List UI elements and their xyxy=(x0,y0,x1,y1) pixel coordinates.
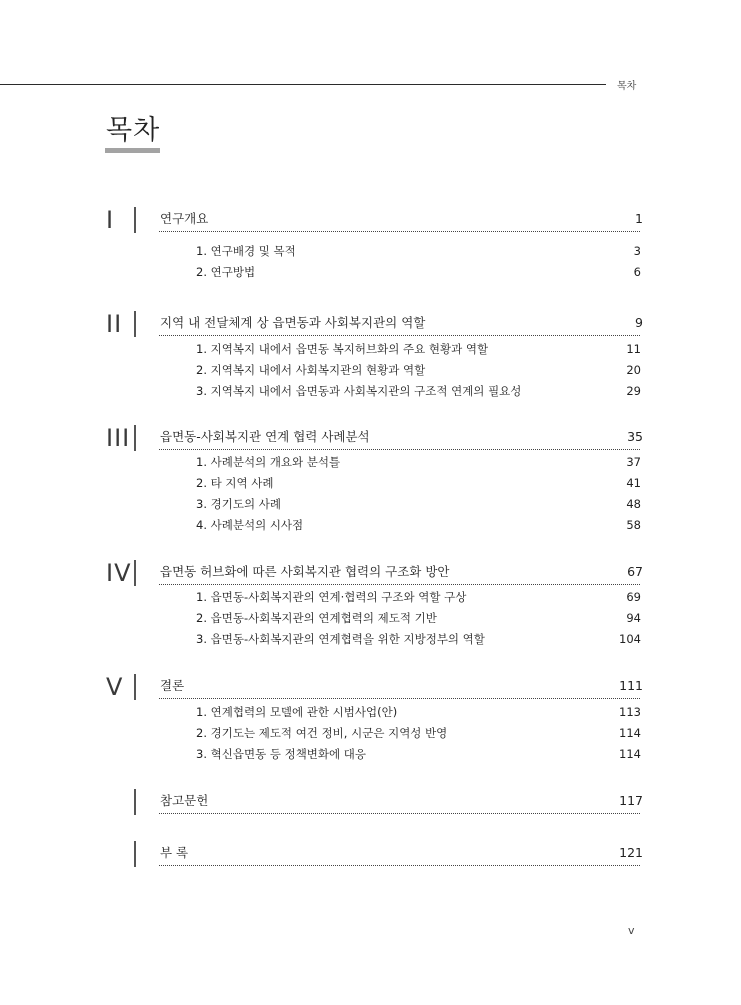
entry-page-number: 20 xyxy=(626,363,641,377)
section-page-number: 111 xyxy=(619,678,643,693)
entry-page-number: 11 xyxy=(626,342,641,356)
entry-label: 1. 연구배경 및 목적 xyxy=(196,244,296,258)
section-divider-bar xyxy=(134,207,136,233)
toc-entry[interactable] xyxy=(196,383,641,399)
toc-entry[interactable] xyxy=(196,631,641,647)
entry-label: 2. 경기도는 제도적 여건 정비, 시군은 지역성 반영 xyxy=(196,726,448,740)
entry-page-number: 48 xyxy=(626,497,641,511)
section-title-link[interactable]: 읍면동-사회복지관 연계 협력 사례분석 xyxy=(160,429,370,444)
page-folio: v xyxy=(628,924,635,937)
dotted-leader xyxy=(159,698,640,699)
header-rule xyxy=(0,84,606,85)
section-divider-bar xyxy=(134,311,136,337)
section-page-number: 67 xyxy=(627,564,643,579)
toc-entry[interactable] xyxy=(196,610,641,626)
entry-label: 3. 읍면동-사회복지관의 연계협력을 위한 지방정부의 역할 xyxy=(196,632,485,646)
running-header: 목차 xyxy=(617,81,637,92)
title-underline-bar xyxy=(105,148,160,153)
toc-entry[interactable] xyxy=(196,454,641,470)
entry-page-number: 113 xyxy=(619,705,641,719)
toc-entry[interactable] xyxy=(196,264,641,280)
section-divider-bar xyxy=(134,560,136,586)
page-title: 목차 xyxy=(106,115,161,146)
entry-label: 3. 경기도의 사례 xyxy=(196,497,281,511)
section-numeral: IV xyxy=(106,559,132,587)
section-numeral: II xyxy=(106,310,123,338)
entry-label: 2. 타 지역 사례 xyxy=(196,476,274,490)
section-title-link[interactable]: 지역 내 전달체계 상 읍면동과 사회복지관의 역할 xyxy=(160,315,426,330)
section-divider-bar xyxy=(134,789,136,815)
entry-label: 3. 혁신읍면동 등 정책변화에 대응 xyxy=(196,747,367,761)
entry-label: 2. 읍면동-사회복지관의 연계협력의 제도적 기반 xyxy=(196,611,437,625)
section-page-number: 121 xyxy=(619,845,643,860)
section-divider-bar xyxy=(134,841,136,867)
toc-entry[interactable] xyxy=(196,243,641,259)
toc-entry[interactable] xyxy=(196,704,641,720)
entry-page-number: 29 xyxy=(626,384,641,398)
entry-label: 3. 지역복지 내에서 읍면동과 사회복지관의 구조적 연계의 필요성 xyxy=(196,384,522,398)
section-title-link[interactable]: 결론 xyxy=(160,678,185,693)
toc-entry[interactable] xyxy=(196,496,641,512)
entry-page-number: 69 xyxy=(626,590,641,604)
dotted-leader xyxy=(159,584,640,585)
section-title-link[interactable]: 참고문헌 xyxy=(160,793,209,808)
section-numeral: III xyxy=(106,424,131,452)
dotted-leader xyxy=(159,231,640,232)
entry-label: 1. 사례분석의 개요와 분석틀 xyxy=(196,455,341,469)
entry-page-number: 58 xyxy=(626,518,641,532)
entry-page-number: 3 xyxy=(633,244,641,258)
section-title-link[interactable]: 연구개요 xyxy=(160,211,209,226)
entry-page-number: 104 xyxy=(619,632,641,646)
dotted-leader xyxy=(159,335,640,336)
entry-page-number: 41 xyxy=(626,476,641,490)
entry-page-number: 37 xyxy=(626,455,641,469)
section-divider-bar xyxy=(134,425,136,451)
toc-entry[interactable] xyxy=(196,746,641,762)
section-divider-bar xyxy=(134,674,136,700)
section-page-number: 35 xyxy=(627,429,643,444)
dotted-leader xyxy=(159,449,640,450)
toc-entry[interactable] xyxy=(196,362,641,378)
toc-entry[interactable] xyxy=(196,475,641,491)
entry-label: 1. 연계협력의 모델에 관한 시범사업(안) xyxy=(196,705,398,719)
section-title-link[interactable]: 읍면동 허브화에 따른 사회복지관 협력의 구조화 방안 xyxy=(160,564,450,579)
toc-entry[interactable] xyxy=(196,517,641,533)
toc-entry[interactable] xyxy=(196,341,641,357)
dotted-leader xyxy=(159,865,640,866)
entry-label: 1. 지역복지 내에서 읍면동 복지허브화의 주요 현황과 역할 xyxy=(196,342,489,356)
entry-label: 2. 지역복지 내에서 사회복지관의 현황과 역할 xyxy=(196,363,426,377)
entry-label: 1. 읍면동-사회복지관의 연계·협력의 구조와 역할 구상 xyxy=(196,590,467,604)
section-page-number: 1 xyxy=(635,211,643,226)
entry-label: 2. 연구방법 xyxy=(196,265,256,279)
entry-page-number: 94 xyxy=(626,611,641,625)
section-page-number: 117 xyxy=(619,793,643,808)
toc-entry[interactable] xyxy=(196,589,641,605)
entry-label: 4. 사례분석의 시사점 xyxy=(196,518,304,532)
dotted-leader xyxy=(159,813,640,814)
section-numeral: I xyxy=(106,206,115,234)
entry-page-number: 114 xyxy=(619,726,641,740)
entry-page-number: 114 xyxy=(619,747,641,761)
section-page-number: 9 xyxy=(635,315,643,330)
entry-page-number: 6 xyxy=(633,265,641,279)
section-numeral: V xyxy=(106,673,124,701)
section-title-link[interactable]: 부 록 xyxy=(160,845,189,860)
toc-entry[interactable] xyxy=(196,725,641,741)
